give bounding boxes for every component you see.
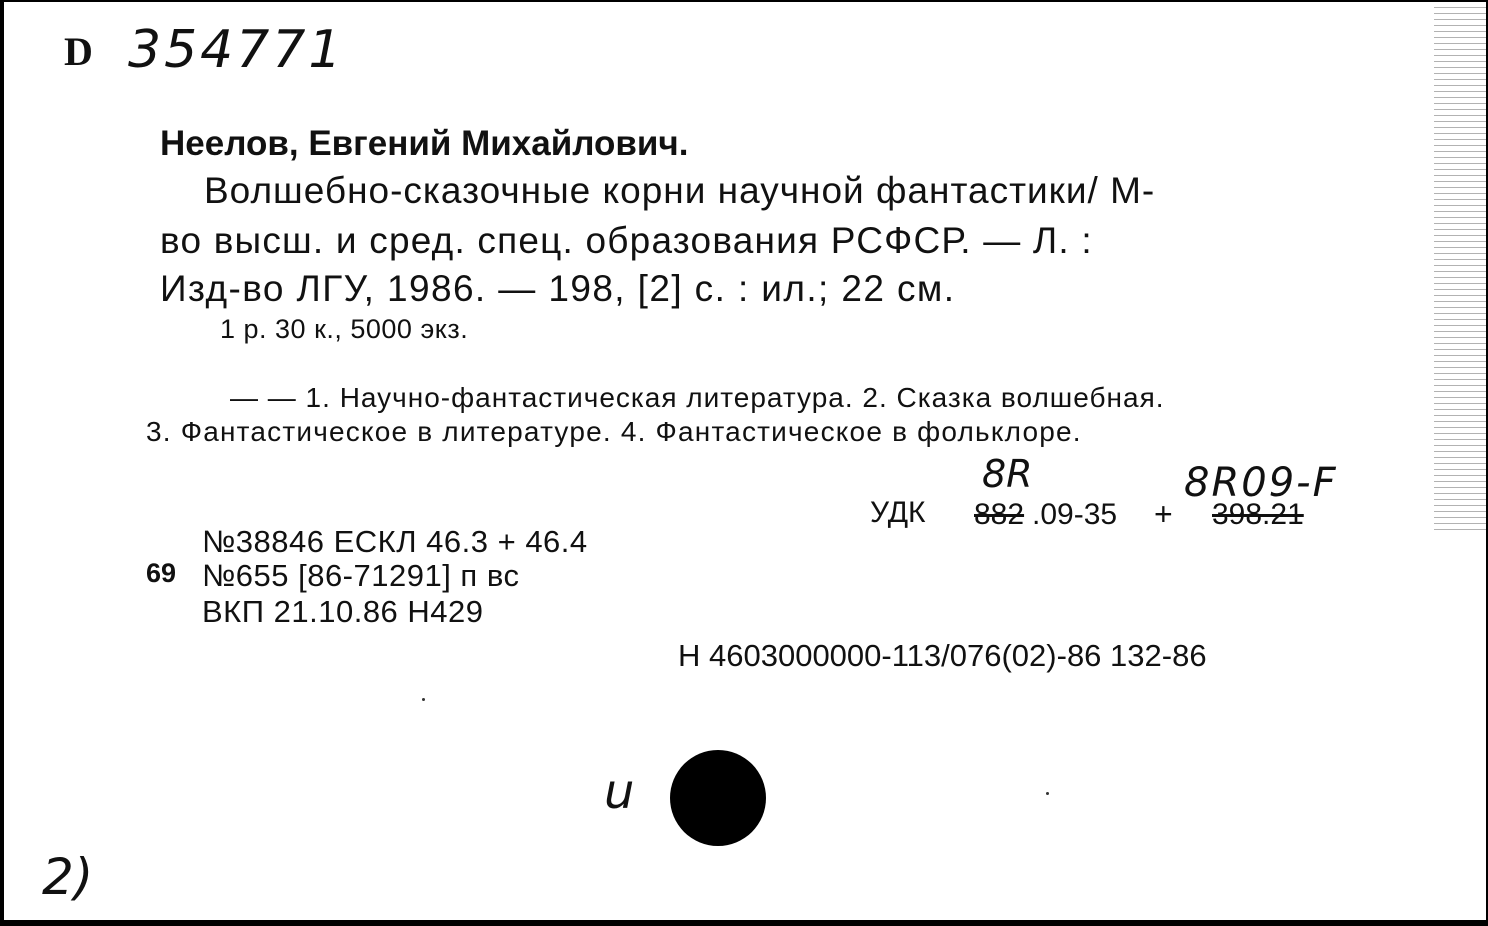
handwritten-class-mark: 8R09-F (1184, 460, 1338, 506)
subjects-line-2: 3. Фантастическое в литературе. 4. Фантастическое в фольклоре. (146, 416, 1082, 447)
title-line-1: Волшебно-сказочные корни научной фантастики/ М- (204, 170, 1156, 211)
registration-prefix: 69 (146, 558, 177, 588)
catalog-code: Н 4603000000-113/076(02)-86 132-86 (678, 638, 1207, 673)
title-line-3: Изд-во ЛГУ, 1986. — 198, [2] с. : ил.; 22 см. (160, 268, 956, 309)
handwritten-8r: 8R (982, 452, 1033, 496)
udk-code-rest: .09-35 (1032, 498, 1118, 531)
registration-line-2: №655 [86-71291] п вс (202, 558, 520, 593)
speck-dot (422, 698, 425, 701)
inventory-number: 354771 (128, 20, 345, 80)
udk-label: УДК (870, 496, 926, 529)
speck-dot (1046, 792, 1049, 795)
title-line-2: во высш. и сред. спец. образования РСФСР. — Л. : (160, 220, 1093, 261)
price-line: 1 р. 30 к., 5000 экз. (220, 314, 469, 344)
scan-edge-noise (1434, 2, 1486, 532)
udk-plus: + (1154, 496, 1173, 532)
inventory-letter: D (64, 29, 93, 74)
handwritten-mark-bottom: u (604, 764, 635, 820)
author-heading: Неелов, Евгений Михайлович. (160, 124, 689, 163)
catalog-card (4, 2, 1486, 920)
punched-hole (670, 750, 766, 846)
handwritten-corner-mark: 2) (42, 848, 94, 906)
registration-line-1: №38846 ЕСКЛ 46.3 + 46.4 (202, 524, 588, 559)
subjects-line-1: — — 1. Научно-фантастическая литература. 2. Сказка волшебная. (230, 382, 1165, 413)
udk-code-crossed: 882 (974, 498, 1025, 531)
registration-line-3: ВКП 21.10.86 Н429 (202, 594, 484, 629)
udk-second-crossed: 398.21 (1212, 498, 1304, 531)
